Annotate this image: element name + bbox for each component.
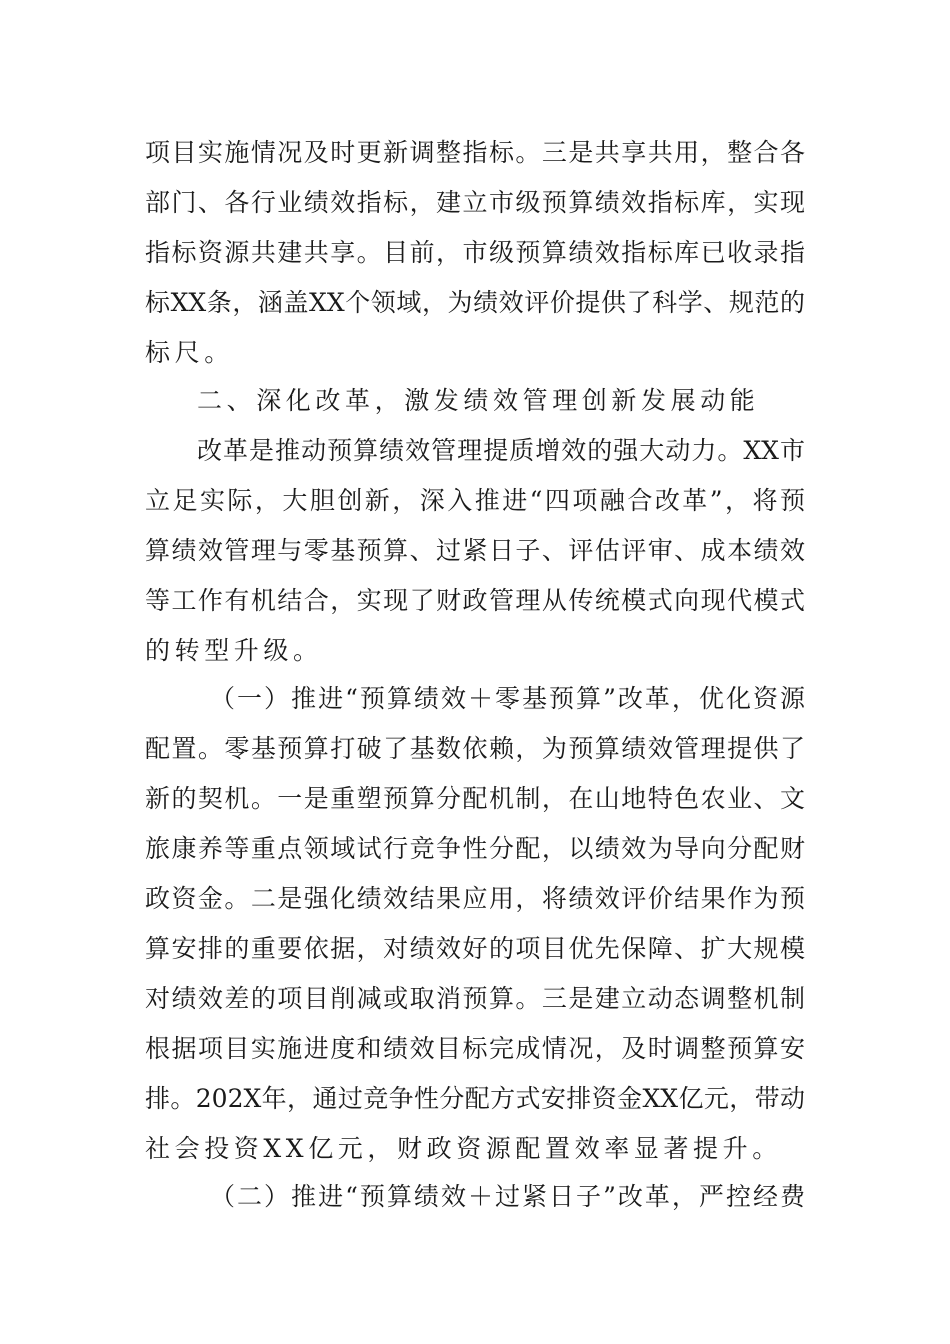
text-line: 等工作有机结合，实现了财政管理从传统模式向现代模式 [145, 586, 805, 615]
text-line: 算安排的重要依据，对绩效好的项目优先保障、扩大规模 [145, 934, 805, 963]
text-line: 对绩效差的项目削减或取消预算。三是建立动态调整机制 [145, 984, 805, 1013]
text-line: 根据项目实施进度和绩效目标完成情况，及时调整预算安 [145, 1034, 805, 1063]
text-line: 立足实际，大胆创新，深入推进“四项融合改革”，将预 [145, 486, 805, 515]
section-heading: 二、深化改革，激发绩效管理创新发展动能 [197, 386, 760, 415]
text-line: 政资金。二是强化绩效结果应用，将绩效评价结果作为预 [145, 884, 805, 913]
text-line: 社会投资XX亿元，财政资源配置效率显著提升。 [145, 1134, 782, 1163]
text-line: 标XX条，涵盖XX个领域，为绩效评价提供了科学、规范的 [145, 288, 805, 317]
text-line: 排。202X年，通过竞争性分配方式安排资金XX亿元，带动 [145, 1084, 805, 1113]
text-line: 算绩效管理与零基预算、过紧日子、评估评审、成本绩效 [145, 536, 805, 565]
text-line: 标尺。 [145, 338, 234, 367]
text-line: 配置。零基预算打破了基数依赖，为预算绩效管理提供了 [145, 734, 805, 763]
text-line: 新的契机。一是重塑预算分配机制，在山地特色农业、文 [145, 784, 805, 813]
paragraph-first-line: 改革是推动预算绩效管理提质增效的强大动力。XX市 [197, 436, 805, 465]
text-line: 指标资源共建共享。目前，市级预算绩效指标库已收录指 [145, 238, 805, 267]
subsection-heading: （二）推进“预算绩效＋过紧日子”改革，严控经费 [210, 1182, 805, 1211]
text-line: 旅康养等重点领域试行竞争性分配，以绩效为导向分配财 [145, 834, 805, 863]
text-line: 的转型升级。 [145, 636, 323, 665]
text-line: 部门、各行业绩效指标，建立市级预算绩效指标库，实现 [145, 188, 805, 217]
subsection-heading: （一）推进“预算绩效＋零基预算”改革，优化资源 [210, 684, 805, 713]
text-line: 项目实施情况及时更新调整指标。三是共享共用，整合各 [145, 138, 805, 167]
